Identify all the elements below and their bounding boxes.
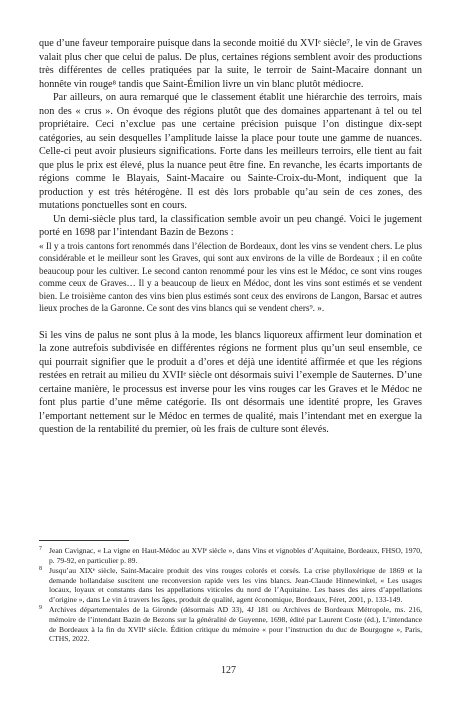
paragraph-gap [39,315,422,329]
main-text [39,37,422,437]
paragraph-1: que d’une faveur temporaire puisque dans la seconde moitié du XVIᵉ siècle⁷, le vin de Graves valait plus cher que celui de palus. De plus, certaines régions semblent avoir des productions très différentes de celles pratiquées par la suite, le terroir de Saint-Macaire donnant un honnête vin rouge⁸ tandis que Saint-Émilion livre un vin blanc plutôt médiocre. [39,38,422,90]
footnote-9 [39,605,422,644]
page-number: 127 [221,665,236,676]
footnote-8 [39,566,422,605]
paragraph-4: Si les vins de palus ne sont plus à la mode, les blancs liquoreux affirment leur domination et la zone autrefois subdivisée en différentes régions ne forment plus qu’un seul ensemble, ce qui pourrait signifier que le produit a d’ores et déjà une identité affirmée et que les régions restées en retrait au milieu du XVIIᵉ siècle ont désormais suivi l’exemple de Sauternes. D’une certaine manière, le processus est inverse pour les vins rouges car les Graves et le Médoc ne font plus partie d’une même catégorie. Ils ont désormais une identité propre, les Graves l’emportant nettement sur le Médoc en termes de qualité, mais l’intendant met en exergue la question de la rentabilité du premier, où les frais de culture sont élevés. [39,329,422,436]
footnote-text: Jusqu’au XIXᵉ siècle, Saint-Macaire produit des vins rouges colorés et corsés. La crise phylloxérique de 1869 et la demande hollandaise suscitent une reconversion rapide vers les vins blancs. Jean-Claude Hinnewinkel, « Les usages locaux, loyaux et constants dans les appellations viticoles du nord de l’Aquitaine. Les bases des aires d’appellations d’origine », dans Le vin à travers les âges, produit de qualité, agent économique, Bordeaux, Féret, 2001, p. 133-149. [49,565,422,605]
footnote-text: Jean Cavignac, « La vigne en Haut-Médoc au XVIᵉ siècle », dans Vins et vignobles d’Aquitaine, Bordeaux, FHSO, 1970, p. 79-92, en particulier p. 89. [49,546,422,565]
footnote-rule [39,540,129,541]
footnote-7 [39,546,422,565]
paragraph-3: Un demi-siècle plus tard, la classification semble avoir un peu changé. Voici le jugement porté en 1698 par l’intendant Bazin de Bezons : [39,213,422,238]
block-quote: « Il y a trois cantons fort renommés dans l’élection de Bordeaux, dont les vins se vendent chers. Le plus considérable et le meilleur sont les Graves, qui sont aux environs de la ville de Bordeaux ; il en coûte beaucoup pour les cultiver. Le second canton renommé pour les vins est le Médoc, ce sont vins rouges comme ceux de Graves… Il y a beaucoup de lieux en Médoc, dont les vins sont estimés et se vendent bien. Le troisième canton des vins bien plus estimés sont ceux des environs de Langon, Barsac et autres lieux proches de la Garonne. Ce sont des vins blancs qui se vendent chers⁹. ». [39,240,422,314]
footnotes [39,546,422,645]
paragraph-2: Par ailleurs, on aura remarqué que le classement établit une hiérarchie des terroirs, mais non des « crus ». On évoque des régions plutôt que des domaines appartenant à tel ou tel propriétaire. Ceci n’exclue pas une certaine précision puisque l’on distingue dix-sept catégories, au sein desquelles l’amplitude laisse la place pour toute une gamme de nuances. Celle-ci peut avoir plusieurs significations. Forte dans les meilleurs terroirs, elle tient au fait que plus le prix est élevé, plus la nuance peut être fine. En revanche, les écarts importants de régions comme le Blayais, Saint-Macaire ou Sainte-Croix-du-Mont, indiquent que la production y est très hétérogène. Il est dès lors probable qu’au sein de ces zones, des mutations ponctuelles sont en cours. [39,92,422,211]
footnote-text: Archives départementales de la Gironde (désormais AD 33), 4J 181 ou Archives de Bordeaux Métropole, ms. 216, mémoire de l’intendant Bazin de Bezons sur la généralité de Guyenne, 1698, édité par Laurent Coste (éd.), L’intendance de Bordeaux à la fin du XVIIᵉ siècle. Édition critique du mémoire « pour l’instruction du duc de Bourgogne », Paris, CTHS, 2022. [49,605,422,644]
footnote-number: 7 [39,546,42,552]
footnote-number: 8 [39,565,42,572]
footnote-number: 9 [39,605,42,612]
